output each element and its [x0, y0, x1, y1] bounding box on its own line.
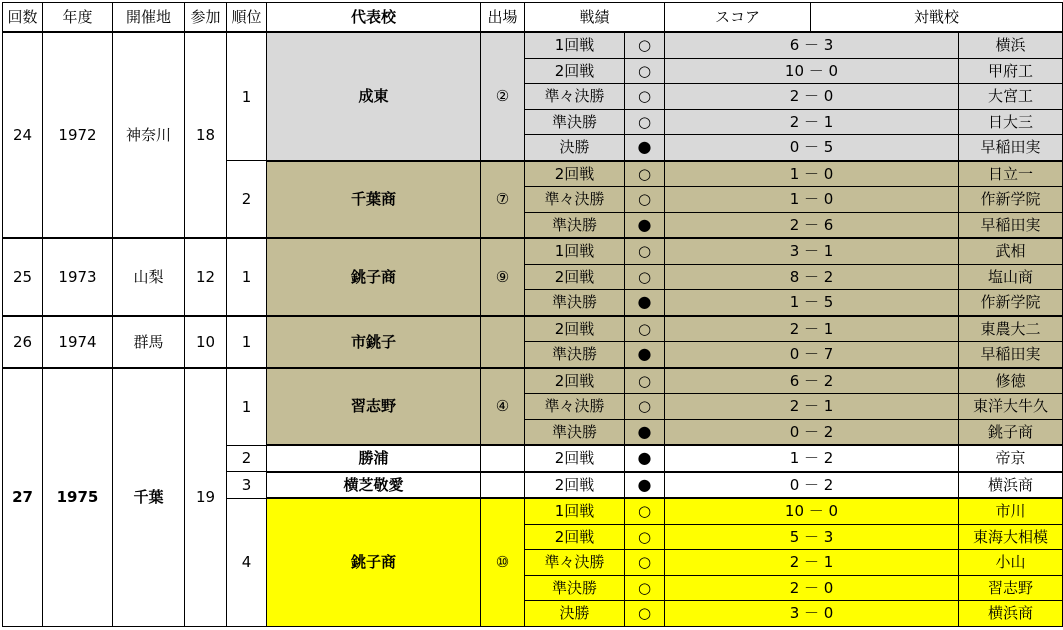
cell-school: 銚子商 — [267, 498, 481, 626]
cell-result: ○ — [625, 601, 665, 627]
cell-opponent: 甲府工 — [959, 58, 1063, 84]
cell-score: 8 － 2 — [665, 264, 959, 290]
cell-appear: ⑦ — [481, 161, 525, 239]
cell-round: 準決勝 — [525, 419, 625, 445]
cell-score: 6 － 3 — [665, 32, 959, 58]
header-appear: 出場 — [481, 3, 525, 33]
cell-opponent: 横浜 — [959, 32, 1063, 58]
cell-venue: 神奈川 — [113, 32, 185, 238]
header-rank: 順位 — [227, 3, 267, 33]
cell-score: 0 － 5 — [665, 135, 959, 161]
header-record: 戦績 — [525, 3, 665, 33]
header-year: 年度 — [43, 3, 113, 33]
cell-appear: ② — [481, 32, 525, 161]
cell-score: 3 － 1 — [665, 238, 959, 264]
cell-score: 2 － 1 — [665, 109, 959, 135]
cell-score: 1 － 0 — [665, 187, 959, 213]
cell-school: 千葉商 — [267, 161, 481, 239]
cell-result: ○ — [625, 161, 665, 187]
cell-round: 準々決勝 — [525, 394, 625, 420]
cell-opponent: 早稲田実 — [959, 135, 1063, 161]
cell-opponent: 作新学院 — [959, 187, 1063, 213]
cell-opponent: 大宮工 — [959, 84, 1063, 110]
cell-score: 6 － 2 — [665, 368, 959, 394]
cell-opponent: 銚子商 — [959, 419, 1063, 445]
cell-rank: 1 — [227, 32, 267, 161]
cell-opponent: 小山 — [959, 550, 1063, 576]
cell-rank: 3 — [227, 472, 267, 499]
cell-round: 準々決勝 — [525, 84, 625, 110]
cell-venue: 群馬 — [113, 316, 185, 368]
cell-result: ● — [625, 135, 665, 161]
cell-result: ○ — [625, 109, 665, 135]
cell-result: ● — [625, 472, 665, 499]
cell-venue: 千葉 — [113, 368, 185, 627]
cell-round: 決勝 — [525, 601, 625, 627]
cell-opponent: 塩山商 — [959, 264, 1063, 290]
cell-kai: 26 — [3, 316, 43, 368]
cell-opponent: 市川 — [959, 498, 1063, 524]
cell-result: ○ — [625, 368, 665, 394]
cell-round: 2回戦 — [525, 161, 625, 187]
header-kai: 回数 — [3, 3, 43, 33]
cell-round: 決勝 — [525, 135, 625, 161]
cell-result: ○ — [625, 550, 665, 576]
header-score: スコア — [665, 3, 811, 33]
cell-kai: 24 — [3, 32, 43, 238]
cell-round: 準決勝 — [525, 109, 625, 135]
cell-result: ● — [625, 342, 665, 368]
header-school: 代表校 — [267, 3, 481, 33]
cell-result: ○ — [625, 575, 665, 601]
cell-appear — [481, 445, 525, 472]
cell-school: 銚子商 — [267, 238, 481, 316]
cell-result: ○ — [625, 498, 665, 524]
cell-opponent: 横浜商 — [959, 472, 1063, 499]
cell-score: 5 － 3 — [665, 524, 959, 550]
cell-round: 1回戦 — [525, 238, 625, 264]
cell-year: 1975 — [43, 368, 113, 627]
cell-opponent: 早稲田実 — [959, 342, 1063, 368]
cell-year: 1974 — [43, 316, 113, 368]
cell-kai: 25 — [3, 238, 43, 316]
cell-opponent: 作新学院 — [959, 290, 1063, 316]
cell-school: 成東 — [267, 32, 481, 161]
cell-score: 2 － 6 — [665, 212, 959, 238]
cell-round: 1回戦 — [525, 32, 625, 58]
cell-venue: 山梨 — [113, 238, 185, 316]
cell-year: 1973 — [43, 238, 113, 316]
results-body — [3, 32, 1063, 626]
cell-opponent: 東洋大牛久 — [959, 394, 1063, 420]
cell-teams: 18 — [185, 32, 227, 238]
results-table — [2, 2, 1063, 627]
cell-appear — [481, 472, 525, 499]
cell-opponent: 横浜商 — [959, 601, 1063, 627]
table-row — [3, 32, 1063, 58]
table-row — [3, 368, 1063, 394]
cell-opponent: 武相 — [959, 238, 1063, 264]
cell-score: 1 － 5 — [665, 290, 959, 316]
header-venue: 開催地 — [113, 3, 185, 33]
cell-kai: 27 — [3, 368, 43, 627]
cell-school: 勝浦 — [267, 445, 481, 472]
cell-score: 0 － 2 — [665, 472, 959, 499]
cell-score: 3 － 0 — [665, 601, 959, 627]
cell-result: ○ — [625, 394, 665, 420]
cell-result: ● — [625, 419, 665, 445]
cell-rank: 4 — [227, 498, 267, 626]
cell-round: 1回戦 — [525, 498, 625, 524]
cell-result: ○ — [625, 264, 665, 290]
header-row — [3, 3, 1063, 33]
cell-school: 横芝敬愛 — [267, 472, 481, 499]
cell-round: 2回戦 — [525, 316, 625, 342]
cell-score: 1 － 0 — [665, 161, 959, 187]
cell-result: ○ — [625, 316, 665, 342]
cell-appear: ⑩ — [481, 498, 525, 626]
cell-score: 2 － 1 — [665, 550, 959, 576]
cell-score: 0 － 2 — [665, 419, 959, 445]
cell-score: 2 － 1 — [665, 316, 959, 342]
header-teams: 参加 — [185, 3, 227, 33]
cell-result: ● — [625, 290, 665, 316]
cell-result: ○ — [625, 187, 665, 213]
cell-score: 1 － 2 — [665, 445, 959, 472]
cell-teams: 10 — [185, 316, 227, 368]
cell-opponent: 日大三 — [959, 109, 1063, 135]
cell-opponent: 東海大相模 — [959, 524, 1063, 550]
cell-round: 準々決勝 — [525, 187, 625, 213]
cell-rank: 1 — [227, 238, 267, 316]
cell-score: 10 － 0 — [665, 498, 959, 524]
cell-round: 準決勝 — [525, 290, 625, 316]
table-row — [3, 238, 1063, 264]
cell-opponent: 早稲田実 — [959, 212, 1063, 238]
cell-round: 2回戦 — [525, 472, 625, 499]
cell-result: ○ — [625, 524, 665, 550]
cell-appear — [481, 316, 525, 368]
cell-opponent: 帝京 — [959, 445, 1063, 472]
cell-rank: 2 — [227, 161, 267, 239]
cell-opponent: 習志野 — [959, 575, 1063, 601]
cell-opponent: 東農大二 — [959, 316, 1063, 342]
cell-score: 0 － 7 — [665, 342, 959, 368]
cell-score: 2 － 1 — [665, 394, 959, 420]
cell-round: 準決勝 — [525, 575, 625, 601]
cell-result: ○ — [625, 84, 665, 110]
cell-teams: 19 — [185, 368, 227, 627]
cell-opponent: 修徳 — [959, 368, 1063, 394]
cell-result: ● — [625, 212, 665, 238]
cell-round: 準々決勝 — [525, 550, 625, 576]
cell-appear: ④ — [481, 368, 525, 446]
header-opponent: 対戦校 — [811, 3, 1063, 33]
cell-round: 2回戦 — [525, 524, 625, 550]
cell-rank: 1 — [227, 368, 267, 446]
cell-result: ○ — [625, 58, 665, 84]
cell-round: 準決勝 — [525, 212, 625, 238]
cell-teams: 12 — [185, 238, 227, 316]
cell-opponent: 日立一 — [959, 161, 1063, 187]
cell-round: 準決勝 — [525, 342, 625, 368]
cell-rank: 1 — [227, 316, 267, 368]
cell-round: 2回戦 — [525, 264, 625, 290]
cell-score: 10 － 0 — [665, 58, 959, 84]
cell-result: ○ — [625, 238, 665, 264]
cell-round: 2回戦 — [525, 445, 625, 472]
cell-year: 1972 — [43, 32, 113, 238]
cell-school: 市銚子 — [267, 316, 481, 368]
cell-school: 習志野 — [267, 368, 481, 446]
cell-round: 2回戦 — [525, 58, 625, 84]
cell-score: 2 － 0 — [665, 575, 959, 601]
cell-score: 2 － 0 — [665, 84, 959, 110]
cell-result: ○ — [625, 32, 665, 58]
cell-result: ● — [625, 445, 665, 472]
cell-round: 2回戦 — [525, 368, 625, 394]
table-row — [3, 316, 1063, 342]
cell-rank: 2 — [227, 445, 267, 472]
cell-appear: ⑨ — [481, 238, 525, 316]
